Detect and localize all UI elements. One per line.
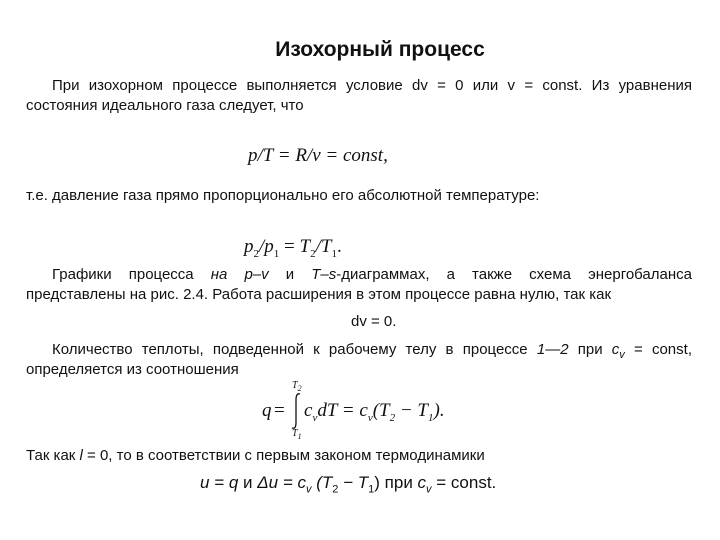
formula-first-law: u = q и $\Delta u = c_v$ $(T_2 - T_1)$ при $c_v$ = const. [200,473,497,496]
paragraph-2: т.е. давление газа прямо пропорционально его абсолютной температуре: [26,187,540,204]
integral-sign-icon [290,392,302,430]
integral-lower-limit: $T_1$ [292,428,302,441]
paragraph-3-line-2: представлены на рис. 2.4. Работа расширения в этом процессе равна нулю, так как [26,286,612,303]
formula-heat-integral: q = $T_2$ $T_1$ $c_vdT = c_v(T_2 - T_1)$. [262,380,445,441]
paragraph-4-line-1: Количество теплоты, подведенной к рабочему телу в процессе 1—2 при $c_v$ = const, [52,341,692,361]
paragraph-1-line-1: При изохорном процессе выполняется условие dv = 0 или v = const. Из уравнения [52,77,692,94]
formula-pressure-ratio: $p_2/p_1 = T_2/T_1$. [244,236,342,260]
paragraph-4-line-2: определяется из соотношения [26,361,239,378]
integral-upper-limit: $T_2$ [292,380,302,393]
paragraph-3-line-1: Графики процесса на p–v и T–s-диаграммах, а также схема энергобаланса [52,266,692,283]
paragraph-5: Так как l = 0, то в соответствии с первым законом термодинамики [26,447,485,464]
page-title: Изохорный процесс [275,38,485,61]
paragraph-1-line-2: состояния идеального газа следует, что [26,97,304,114]
dv-zero: dv = 0. [351,313,397,330]
formula-ideal-gas: p/T = R/v = const, [248,145,388,166]
